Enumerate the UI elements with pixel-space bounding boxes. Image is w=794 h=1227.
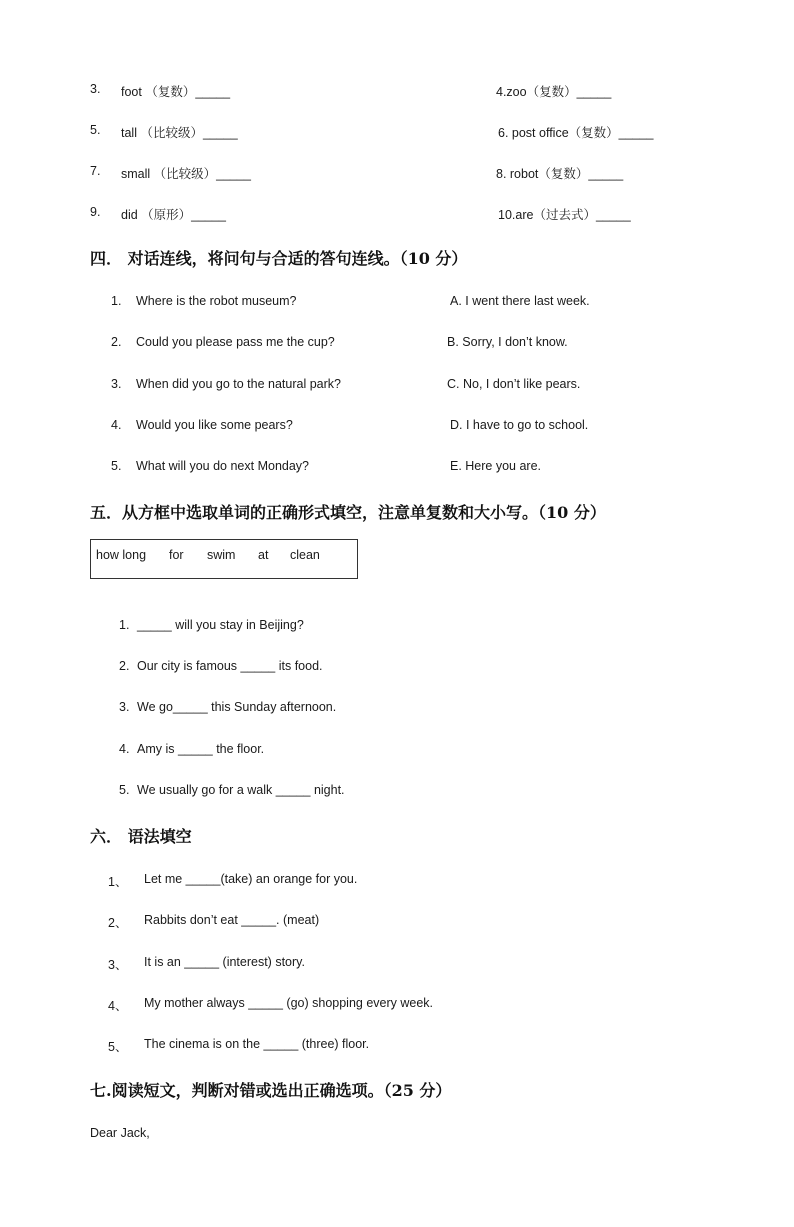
item-number: 2、 [108, 916, 128, 930]
question-text: When did you go to the natural park? [136, 377, 341, 391]
section6-heading: 六． 语法填空 [90, 827, 192, 846]
item-number: 1. [119, 618, 130, 632]
item-text: 10.are（过去式）_____ [498, 208, 631, 222]
question-text: Could you please pass me the cup? [136, 335, 335, 349]
item-number: 4、 [108, 999, 128, 1013]
item-number: 5. [119, 783, 130, 797]
item-text: Rabbits don’t eat _____. (meat) [144, 913, 320, 927]
section7-heading: 七.阅读短文，判断对错或选出正确选项。（25 分） [90, 1081, 452, 1100]
question-number: 4. [111, 418, 122, 432]
item-text: foot （复数）_____ [121, 85, 231, 99]
item-text: small （比较级）_____ [121, 167, 251, 181]
question-number: 5. [111, 459, 122, 473]
item-text: We go_____ this Sunday afternoon. [137, 700, 337, 714]
section4-answer-c: C. No, I don’t like pears. [447, 377, 581, 391]
section4-answer-d: D. I have to go to school. [450, 418, 589, 432]
item-text: 6. post office（复数）_____ [498, 126, 654, 140]
item-text: It is an _____ (interest) story. [144, 955, 305, 969]
item-text: 4.zoo（复数）_____ [496, 85, 612, 99]
word-bank-word: at [258, 548, 269, 562]
item-text: _____ will you stay in Beijing? [137, 618, 304, 632]
item-number: 4. [119, 742, 130, 756]
question-text: What will you do next Monday? [136, 459, 310, 473]
item-text: My mother always _____ (go) shopping every week. [144, 996, 434, 1010]
item-number: 1、 [108, 875, 128, 889]
question-text: Where is the robot museum? [136, 294, 297, 308]
item-number: 2. [119, 659, 130, 673]
word-bank-word: clean [290, 548, 320, 562]
question-text: Would you like some pears? [136, 418, 293, 432]
section5-heading: 五．从方框中选取单词的正确形式填空，注意单复数和大小写。（10 分） [90, 503, 606, 522]
letter-greeting: Dear Jack, [90, 1126, 150, 1140]
item-number: 9. [90, 205, 101, 219]
item-text: Our city is famous _____ its food. [137, 659, 323, 673]
section4-heading: 四． 对话连线，将问句与合适的答句连线。（10 分） [90, 249, 468, 268]
question-number: 1. [111, 294, 122, 308]
item-number: 3、 [108, 958, 128, 972]
item-number: 5. [90, 123, 101, 137]
item-text: did （原形）_____ [121, 208, 226, 222]
item-text: Amy is _____ the floor. [137, 742, 265, 756]
section4-answer-a: A. I went there last week. [450, 294, 590, 308]
item-number: 7. [90, 164, 101, 178]
item-number: 3. [119, 700, 130, 714]
item-text: 8. robot（复数）_____ [496, 167, 624, 181]
item-text: tall （比较级）_____ [121, 126, 238, 140]
item-text: We usually go for a walk _____ night. [137, 783, 345, 797]
question-number: 2. [111, 335, 122, 349]
word-bank-word: swim [207, 548, 236, 562]
item-number: 5、 [108, 1040, 128, 1054]
section4-answer-b: B. Sorry, I don’t know. [447, 335, 568, 349]
word-bank-word: for [169, 548, 184, 562]
item-number: 3. [90, 82, 101, 96]
section4-answer-e: E. Here you are. [450, 459, 542, 473]
word-bank-word: how long [96, 548, 147, 562]
question-number: 3. [111, 377, 122, 391]
word-bank-box [90, 539, 358, 579]
item-text: The cinema is on the _____ (three) floor. [144, 1037, 370, 1051]
item-text: Let me _____(take) an orange for you. [144, 872, 358, 886]
